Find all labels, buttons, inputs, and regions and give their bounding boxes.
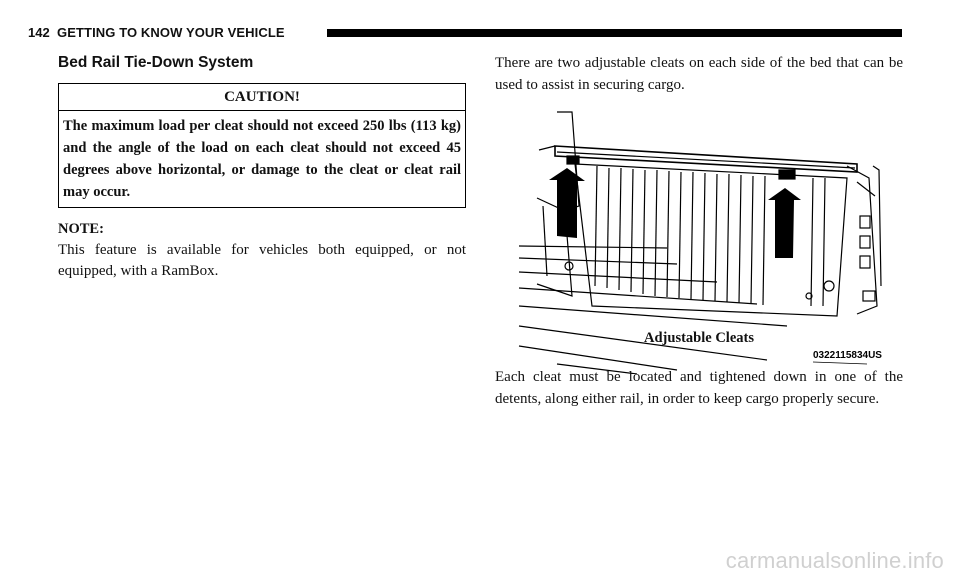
figure-code: 0322115834US <box>813 350 882 361</box>
page-header <box>28 24 902 42</box>
caution-text: The maximum load per cleat should not exceed 250 lbs (113 kg) and the angle of the load on each cleat should not exceed 45 degrees above horizontal, or damage to the cleat or cleat rail may occur. <box>63 118 461 200</box>
page-number: 142 <box>28 25 50 40</box>
note-text: This feature is available for vehicles both equipped, or not equipped, with a RamBox. <box>58 242 466 279</box>
watermark-text[interactable]: carmanualsonline.info <box>725 548 944 573</box>
body-paragraph: Each cleat must be located and tightened down in one of the detents, along either rail, in order to keep cargo properly secure. <box>495 369 903 407</box>
intro-paragraph: There are two adjustable cleats on each side of the bed that can be used to assist in securing cargo. <box>495 55 903 93</box>
section-heading: GETTING TO KNOW YOUR VEHICLE <box>57 25 285 40</box>
header-rule <box>327 29 902 37</box>
caution-box <box>58 83 466 208</box>
note-label: NOTE: <box>58 221 104 237</box>
right-column <box>495 52 903 407</box>
caution-heading: CAUTION! <box>59 84 465 111</box>
figure-caption: Adjustable Cleats <box>644 330 754 346</box>
left-column <box>58 52 466 282</box>
section-title: Bed Rail Tie-Down System <box>58 54 254 71</box>
